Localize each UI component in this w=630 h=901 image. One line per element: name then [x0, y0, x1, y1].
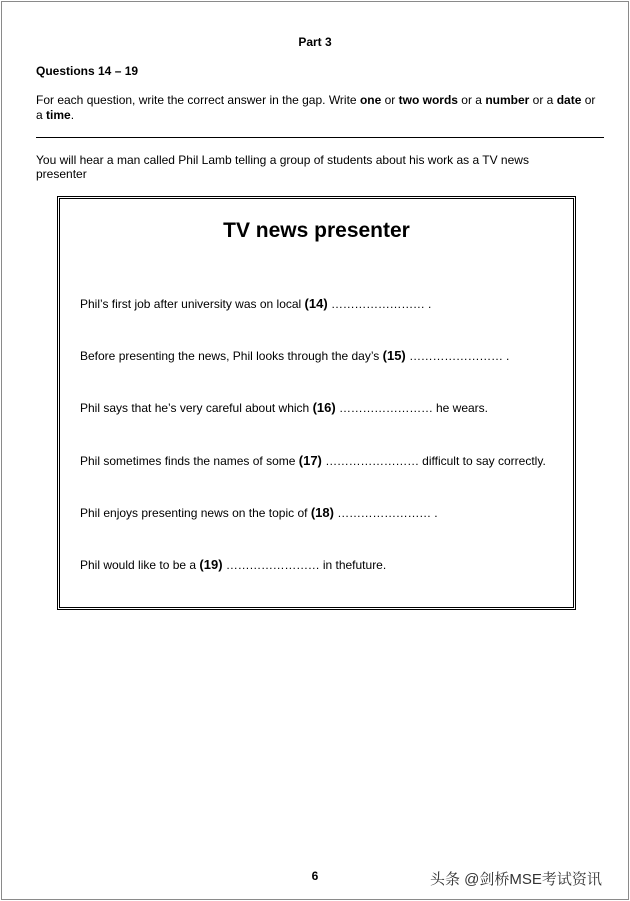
question-text-after: he wears.	[432, 401, 489, 415]
question-text-after: .	[424, 297, 432, 311]
question-text: Before presenting the news, Phil looks through the day’s	[80, 349, 383, 363]
answer-gap[interactable]: ……………………	[225, 558, 320, 572]
answer-gap[interactable]: ……………………	[337, 506, 431, 520]
answer-gap[interactable]: ……………………	[331, 297, 425, 311]
page-number: 6	[311, 869, 319, 883]
instructions-text: For each question, write the correct answer in the gap. Write	[36, 93, 360, 107]
question-text-after: in thefuture.	[319, 558, 387, 572]
instructions-text: or a	[457, 93, 486, 107]
question-15	[80, 348, 509, 363]
question-text: Phil says that he’s very careful about which	[80, 401, 313, 415]
instructions-text: or	[381, 93, 399, 107]
instructions-emphasis: number	[485, 93, 530, 107]
answer-gap[interactable]: ……………………	[339, 401, 433, 415]
question-number: (17)	[298, 453, 322, 468]
question-number: (15)	[382, 348, 406, 363]
instructions-emphasis: two words	[398, 93, 458, 107]
listening-context: You will hear a man called Phil Lamb telling a group of students about his work as a TV news presenter	[36, 153, 529, 181]
question-number: (14)	[304, 296, 328, 311]
question-number: (16)	[312, 400, 336, 415]
answer-gap[interactable]: ……………………	[409, 349, 503, 363]
question-18	[80, 505, 438, 520]
question-text: Phil enjoys presenting news on the topic of	[80, 506, 311, 520]
questions-range: Questions 14 – 19	[36, 64, 139, 78]
part-title: Part 3	[298, 35, 332, 49]
instructions-emphasis: date	[556, 93, 582, 107]
instructions-emphasis: one	[359, 93, 382, 107]
question-16	[80, 400, 488, 415]
question-text: Phil sometimes finds the names of some	[80, 454, 299, 468]
instructions-text: .	[70, 108, 75, 122]
instructions-emphasis: time	[46, 108, 71, 122]
question-19	[80, 557, 386, 572]
question-17	[80, 453, 546, 468]
question-text-after: difficult to say correctly.	[418, 454, 546, 468]
instructions-text: or a	[36, 93, 596, 122]
question-14	[80, 296, 431, 311]
divider	[36, 137, 604, 138]
question-text-after: .	[430, 506, 438, 520]
box-title: TV news presenter	[223, 219, 410, 242]
question-text: Phil’s first job after university was on local	[80, 297, 305, 311]
question-number: (18)	[310, 505, 334, 520]
watermark: 头条 @剑桥MSE考试资讯	[430, 871, 602, 888]
question-text-after: .	[502, 349, 510, 363]
question-text: Phil would like to be a	[80, 558, 200, 572]
instructions	[36, 93, 596, 123]
question-number: (19)	[199, 557, 223, 572]
answer-gap[interactable]: ……………………	[325, 454, 419, 468]
instructions-text: or a	[529, 93, 557, 107]
